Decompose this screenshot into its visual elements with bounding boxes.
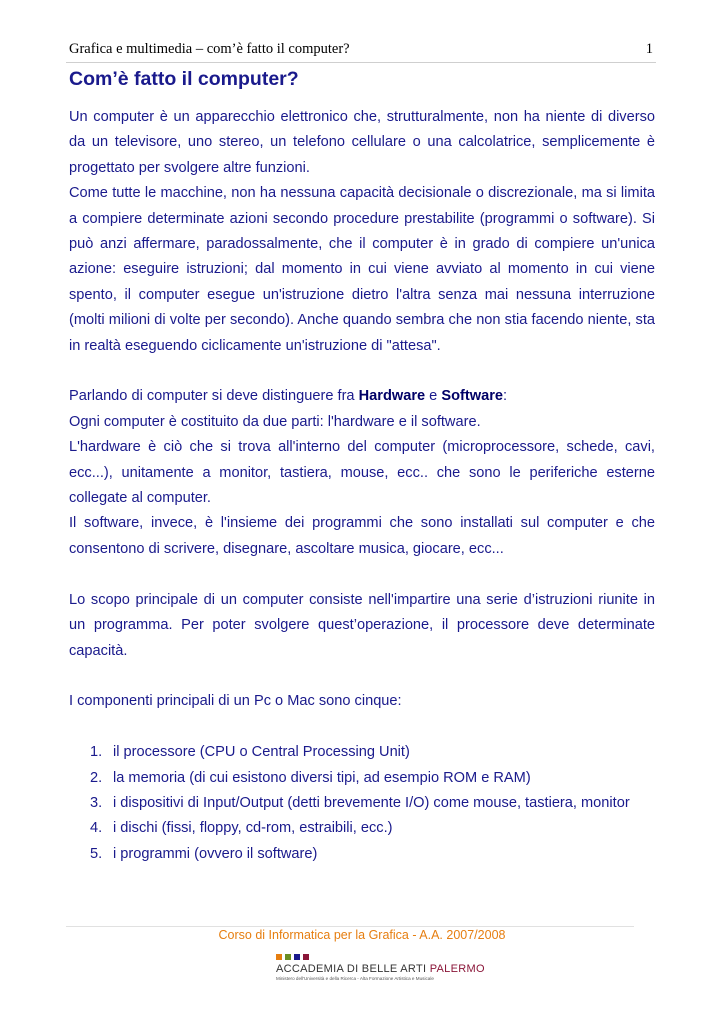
paragraph-two-parts: Ogni computer è costituito da due parti: l'hardware e il software. (69, 413, 481, 430)
logo-square-green (285, 954, 291, 960)
running-header (69, 41, 655, 58)
paragraph-hardware: L'hardware è ciò che si trova all'interno del computer (microprocessore, schede, cavi, ecc...), unitamente a monitor, tastiera, mouse, ecc.. che sono le periferiche esterne collegate al computer. (69, 439, 655, 507)
hw-sw-colon: : (503, 388, 508, 405)
components-list (69, 740, 655, 867)
list-item (90, 766, 655, 791)
paragraph-spacer (69, 664, 655, 689)
list-item-number: 5. (90, 845, 103, 862)
list-item (90, 842, 655, 867)
list-item-text: i dispositivi di Input/Output (detti brevemente I/O) come mouse, tastiera, monitor (113, 794, 630, 811)
list-item-text: i programmi (ovvero il software) (113, 845, 318, 862)
list-item-number: 3. (90, 794, 103, 811)
academy-logo (276, 954, 485, 986)
list-item-text: la memoria (di cui esistono diversi tipi, ad esempio ROM e RAM) (113, 769, 531, 786)
hw-sw-lead-text: Parlando di computer si deve distinguere fra (69, 388, 359, 405)
paragraph-spacer (69, 359, 655, 384)
logo-academy-name: ACCADEMIA DI BELLE ARTI (276, 963, 427, 975)
footer-course: Corso di Informatica per la Grafica - A.A. 2007/2008 (218, 928, 506, 942)
logo-city: PALERMO (429, 963, 485, 975)
list-item-text: i dischi (fissi, floppy, cd-rom, estraibili, ecc.) (113, 820, 393, 837)
logo-square-red (303, 954, 309, 960)
logo-subtitle: Ministero dell'Università e della Ricerca - Alta Formazione Artistica e Musicale (276, 976, 434, 981)
header-divider (66, 62, 656, 63)
page-title: Com’è fatto il computer? (69, 68, 299, 90)
paragraph-intro: Un computer è un apparecchio elettronico che, strutturalmente, non ha niente di diverso da un televisore, uno stereo, un telefono cellulare o una calcolatrice, semplicemente è progettato per svolgere altre funzioni. (69, 109, 655, 176)
paragraph-purpose: Lo scopo principale di un computer consiste nell'impartire una serie d’istruzioni riunite in un programma. Per poter svolgere quest’operazione, il processore deve determinate capacità. (69, 591, 655, 659)
hardware-term: Hardware (358, 388, 426, 405)
list-item-number: 1. (90, 744, 103, 761)
paragraph-software: Il software, invece, è l'insieme dei programmi che sono installati sul computer e che consentono di scrivere, disegnare, ascoltare musica, giocare, ecc... (69, 515, 655, 557)
document-body (69, 105, 655, 867)
paragraph-components-intro: I componenti principali di un Pc o Mac sono cinque: (69, 693, 402, 710)
hw-sw-connector: e (425, 388, 442, 405)
paragraph-spacer (69, 562, 655, 587)
logo-square-orange (276, 954, 282, 960)
list-item-number: 4. (90, 820, 103, 837)
software-term: Software (441, 388, 503, 405)
paragraph-spacer (69, 715, 655, 740)
list-item-text: il processore (CPU o Central Processing Unit) (113, 744, 410, 761)
logo-square-blue (294, 954, 300, 960)
footer-divider (66, 926, 634, 927)
list-item (90, 740, 655, 765)
list-item (90, 791, 655, 816)
list-item-number: 2. (90, 769, 103, 786)
logo-name (276, 963, 485, 975)
page-number: 1 (645, 41, 653, 57)
header-title: Grafica e multimedia – com’è fatto il computer? (69, 41, 350, 57)
paragraph-machines: Come tutte le macchine, non ha nessuna capacità decisionale o discrezionale, ma si limita a compiere determinate azioni secondo procedure prestabilite (programmi o software). Si può anzi affermare, paradossalmente, che il computer è in grado di compiere un'unica azione: eseguire istruzioni; dal momento in cui viene avviato al momento in cui viene spento, il computer esegue un'istruzione dietro l'altra senza mai nessuna interruzione (molti milioni di volte per secondo). Anche quando sembra che non stia facendo niente, sta in realtà eseguendo ciclicamente un'istruzione di "attesa". (69, 185, 655, 354)
list-item (90, 816, 655, 841)
paragraph-hw-sw-intro (69, 384, 655, 409)
